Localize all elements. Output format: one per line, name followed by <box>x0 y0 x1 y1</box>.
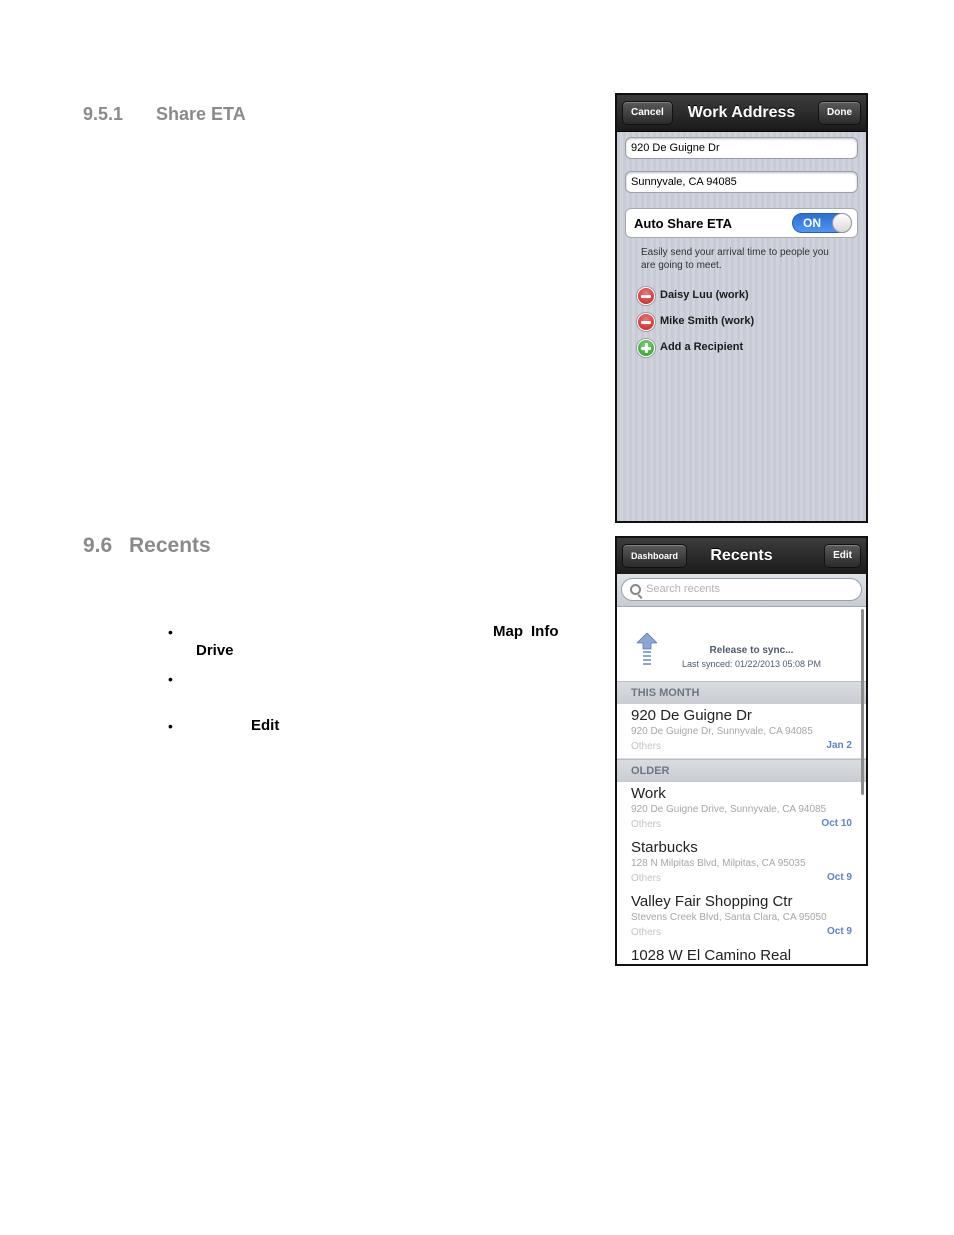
search-input[interactable] <box>621 578 862 601</box>
bullet-1-word-map: Map <box>493 623 523 640</box>
auto-share-eta-label: Auto Share ETA <box>634 216 732 231</box>
section-header-this-month: THIS MONTH <box>617 681 866 705</box>
recent-address: 920 De Guigne Drive, Sunnyvale, CA 94085 <box>631 804 827 815</box>
recent-item[interactable] <box>617 782 866 837</box>
recent-title: Work <box>631 785 666 802</box>
remove-icon[interactable] <box>637 287 655 305</box>
recent-title: Starbucks <box>631 839 698 856</box>
recents-list[interactable] <box>617 607 866 964</box>
recent-address: 128 N Milpitas Blvd, Milpitas, CA 95035 <box>631 858 806 869</box>
section-title-share-eta: Share ETA <box>156 104 246 124</box>
toggle-knob <box>832 213 852 233</box>
auto-share-eta-row <box>625 208 858 238</box>
recent-title: 920 De Guigne Dr <box>631 707 752 724</box>
search-bar <box>617 574 866 607</box>
auto-share-eta-toggle[interactable] <box>792 213 852 233</box>
search-placeholder: Search recents <box>646 583 720 595</box>
recent-address: Stevens Creek Blvd, Santa Clara, CA 95050 <box>631 912 827 923</box>
bullet-3-word-edit: Edit <box>251 717 280 734</box>
navigation-bar <box>617 538 866 575</box>
scrollbar[interactable] <box>861 609 864 795</box>
section-header-older: OLDER <box>617 759 866 783</box>
recent-date: Jan 2 <box>826 740 852 751</box>
last-synced: Last synced: 01/22/2013 05:08 PM <box>681 659 822 669</box>
section-number-9-5-1: 9.5.1 <box>83 104 124 124</box>
recent-title: Valley Fair Shopping Ctr <box>631 893 793 910</box>
recent-category: Others <box>631 873 662 884</box>
recent-category: Others <box>631 741 662 752</box>
recent-date: Oct 9 <box>826 926 852 937</box>
remove-icon[interactable] <box>637 313 655 331</box>
recents-screenshot <box>615 536 868 966</box>
bullet-2-dot: • <box>168 671 173 687</box>
done-button[interactable]: Done <box>818 101 861 125</box>
recent-category: Others <box>631 927 662 938</box>
search-icon <box>630 584 641 595</box>
recent-category: Others <box>631 819 662 830</box>
recent-date: Oct 9 <box>826 872 852 883</box>
toggle-state-label: ON <box>803 216 821 230</box>
city-field[interactable]: Sunnyvale, CA 94085 <box>625 171 858 193</box>
section-number-9-6: 9.6 <box>83 534 113 557</box>
bullet-1-word-info: Info <box>531 623 559 640</box>
section-title-recents: Recents <box>129 534 211 557</box>
pull-to-sync <box>617 607 866 681</box>
bullet-1-word-drive: Drive <box>196 642 234 659</box>
add-icon[interactable] <box>637 339 655 357</box>
bullet-1-dot: • <box>168 624 173 640</box>
edit-button[interactable]: Edit <box>824 544 861 568</box>
recent-item[interactable] <box>617 836 866 891</box>
bullet-3-dot: • <box>168 718 173 734</box>
recent-address: 920 De Guigne Dr, Sunnyvale, CA 94085 <box>631 726 813 737</box>
recent-date: Oct 10 <box>821 818 852 829</box>
cancel-button[interactable]: Cancel <box>622 101 673 125</box>
dashboard-button[interactable]: Dashboard <box>622 544 687 568</box>
recent-item[interactable] <box>617 890 866 945</box>
recent-item[interactable] <box>617 944 866 966</box>
work-address-screenshot <box>615 93 868 523</box>
nav-title: Work Address <box>687 104 796 121</box>
navigation-bar <box>617 95 866 132</box>
share-eta-help-text: Easily send your arrival time to people you are going to meet. <box>641 247 829 271</box>
sync-title: Release to sync... <box>709 645 794 656</box>
recent-title: 1028 W El Camino Real <box>631 947 792 964</box>
add-recipient-label: Add a Recipient <box>660 341 744 353</box>
recipient-name: Daisy Luu (work) <box>660 289 749 301</box>
recipient-name: Mike Smith (work) <box>660 315 755 327</box>
nav-title: Recents <box>710 547 773 564</box>
street-field[interactable]: 920 De Guigne Dr <box>625 137 858 159</box>
recent-item[interactable] <box>617 704 866 759</box>
